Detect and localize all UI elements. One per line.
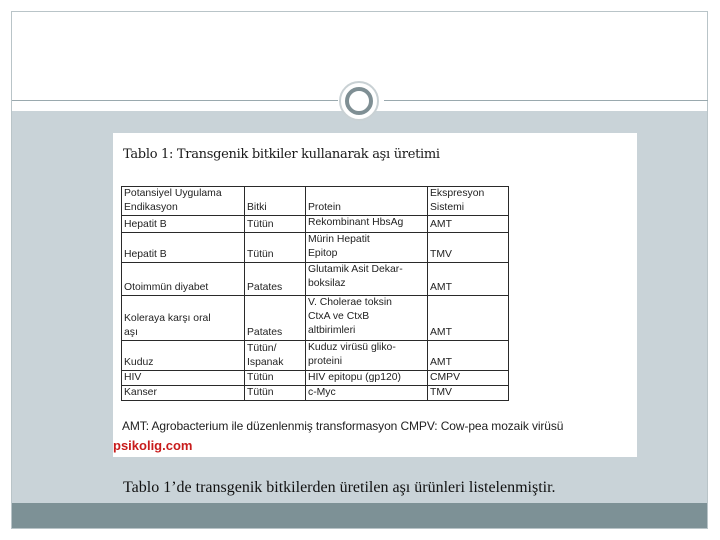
table-cell: AMT [428, 263, 509, 296]
table-cell: c-Myc [306, 386, 428, 401]
slide-caption: Tablo 1’de transgenik bitkilerden üretilen aşı ürünleri listelenmiştir. [123, 479, 556, 496]
table-footnote: AMT: Agrobacterium ile düzenlenmiş transformasyon CMPV: Cow-pea mozaik virüsü [122, 419, 564, 433]
table-cell: Rekombinant HbsAg [306, 216, 428, 233]
circle-ornament-icon [339, 81, 379, 121]
table-cell: Patates [245, 296, 306, 341]
table-row [122, 216, 509, 233]
table-header-cell: Ekspresyon Sistemi [428, 187, 509, 216]
table-cell: Tütün/ Ispanak [245, 341, 306, 371]
table-header-cell: Protein [306, 187, 428, 216]
table-cell: AMT [428, 341, 509, 371]
table-row [122, 371, 509, 386]
table-cell: AMT [428, 216, 509, 233]
table-image [113, 133, 637, 457]
table-cell: Mürin Hepatit Epitop [306, 233, 428, 263]
table-cell: Tütün [245, 371, 306, 386]
table-cell: Tütün [245, 233, 306, 263]
table-cell: Otoimmün diyabet [122, 263, 245, 296]
table-cell: AMT [428, 296, 509, 341]
header-divider-right [384, 100, 708, 101]
table-row [122, 386, 509, 401]
vaccine-table [121, 186, 509, 401]
header-divider-left [12, 100, 338, 101]
table-cell: Kanser [122, 386, 245, 401]
table-cell: Koleraya karşı oral aşı [122, 296, 245, 341]
table-cell: Kuduz [122, 341, 245, 371]
table-row [122, 233, 509, 263]
table-header-cell: Potansiyel Uygulama Endikasyon [122, 187, 245, 216]
table-cell: Tütün [245, 386, 306, 401]
table-row [122, 296, 509, 341]
table-title: Tablo 1: Transgenik bitkiler kullanarak aşı üretimi [123, 147, 440, 162]
watermark-logo: psikolig.com [113, 438, 193, 453]
table-cell: Glutamik Asit Dekar- boksilaz [306, 263, 428, 296]
table-header-row [122, 187, 509, 216]
table-cell: Patates [245, 263, 306, 296]
table-row [122, 263, 509, 296]
table-cell: V. Cholerae toksin CtxA ve CtxB altbirimleri [306, 296, 428, 341]
table-row [122, 341, 509, 371]
table-cell: CMPV [428, 371, 509, 386]
table-cell: HIV [122, 371, 245, 386]
table-cell: HIV epitopu (gp120) [306, 371, 428, 386]
table-cell: Hepatit B [122, 216, 245, 233]
circle-ornament-inner [345, 87, 373, 115]
table-cell: Hepatit B [122, 233, 245, 263]
table-header-cell: Bitki [245, 187, 306, 216]
table-cell: TMV [428, 233, 509, 263]
table-cell: Tütün [245, 216, 306, 233]
table-cell: Kuduz virüsü gliko- proteini [306, 341, 428, 371]
table-cell: TMV [428, 386, 509, 401]
